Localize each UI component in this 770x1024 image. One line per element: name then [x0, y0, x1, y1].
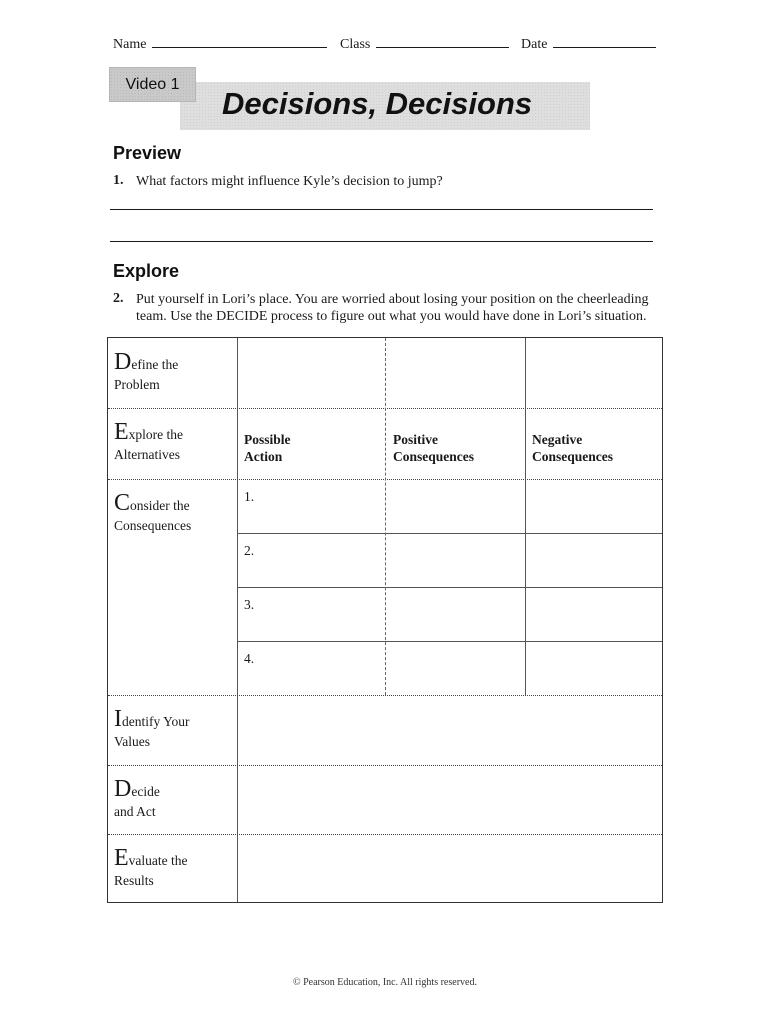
col-header-positive-consequences: Positive Consequences [393, 432, 475, 464]
preview-heading: Preview [113, 143, 182, 163]
stage-define: Define the Problem [114, 349, 179, 392]
date-field[interactable] [521, 34, 656, 53]
name-label: Name [113, 37, 147, 52]
action-number-2: 2. [244, 543, 255, 558]
action-number-4: 4. [244, 651, 255, 666]
copyright-footer: © Pearson Education, Inc. All rights reserved. [293, 977, 477, 988]
name-field[interactable] [113, 34, 327, 53]
col-divider-positive [385, 338, 386, 695]
date-blank[interactable] [553, 34, 656, 48]
page-title: Decisions, Decisions [222, 86, 533, 121]
col-divider-negative [525, 338, 526, 695]
sub-row-divider [237, 587, 662, 588]
class-blank[interactable] [376, 34, 509, 48]
sub-row-divider [237, 641, 662, 642]
stage-explore: Explore the Alternatives [114, 419, 184, 462]
class-label: Class [340, 37, 371, 52]
question-1-number: 1. [113, 173, 124, 188]
action-number-3: 3. [244, 597, 255, 612]
row-divider [108, 695, 662, 696]
table-col-divider [237, 338, 238, 902]
action-number-1: 1. [244, 489, 255, 504]
row-divider [108, 765, 662, 766]
class-field[interactable] [340, 34, 509, 53]
explore-heading: Explore [113, 261, 180, 281]
question-1-text: What factors might influence Kyle’s decision to jump? [136, 174, 443, 189]
stage-decide: Decide and Act [114, 776, 160, 819]
decide-table [107, 337, 663, 903]
sub-row-divider [237, 533, 662, 534]
col-header-negative-consequences: Negative Consequences [532, 432, 614, 464]
question-2-number: 2. [113, 291, 124, 306]
row-divider [108, 834, 662, 835]
date-label: Date [521, 37, 548, 52]
stage-evaluate: Evaluate the Results [114, 845, 188, 888]
question-2-text: Put yourself in Lori’s place. You are worried about losing your position on the cheerleading team. Use the DECIDE process to figure out what you would have done in Lori’s situation. [136, 292, 649, 324]
stage-identify: Identify Your Values [114, 706, 190, 749]
answer-line-2[interactable] [110, 241, 653, 242]
video-badge: Video 1 [109, 67, 196, 102]
name-blank[interactable] [152, 34, 327, 48]
answer-line-1[interactable] [110, 209, 653, 210]
col-header-possible-action: Possible Action [244, 432, 291, 464]
stage-consider: Consider the Consequences [114, 490, 192, 533]
